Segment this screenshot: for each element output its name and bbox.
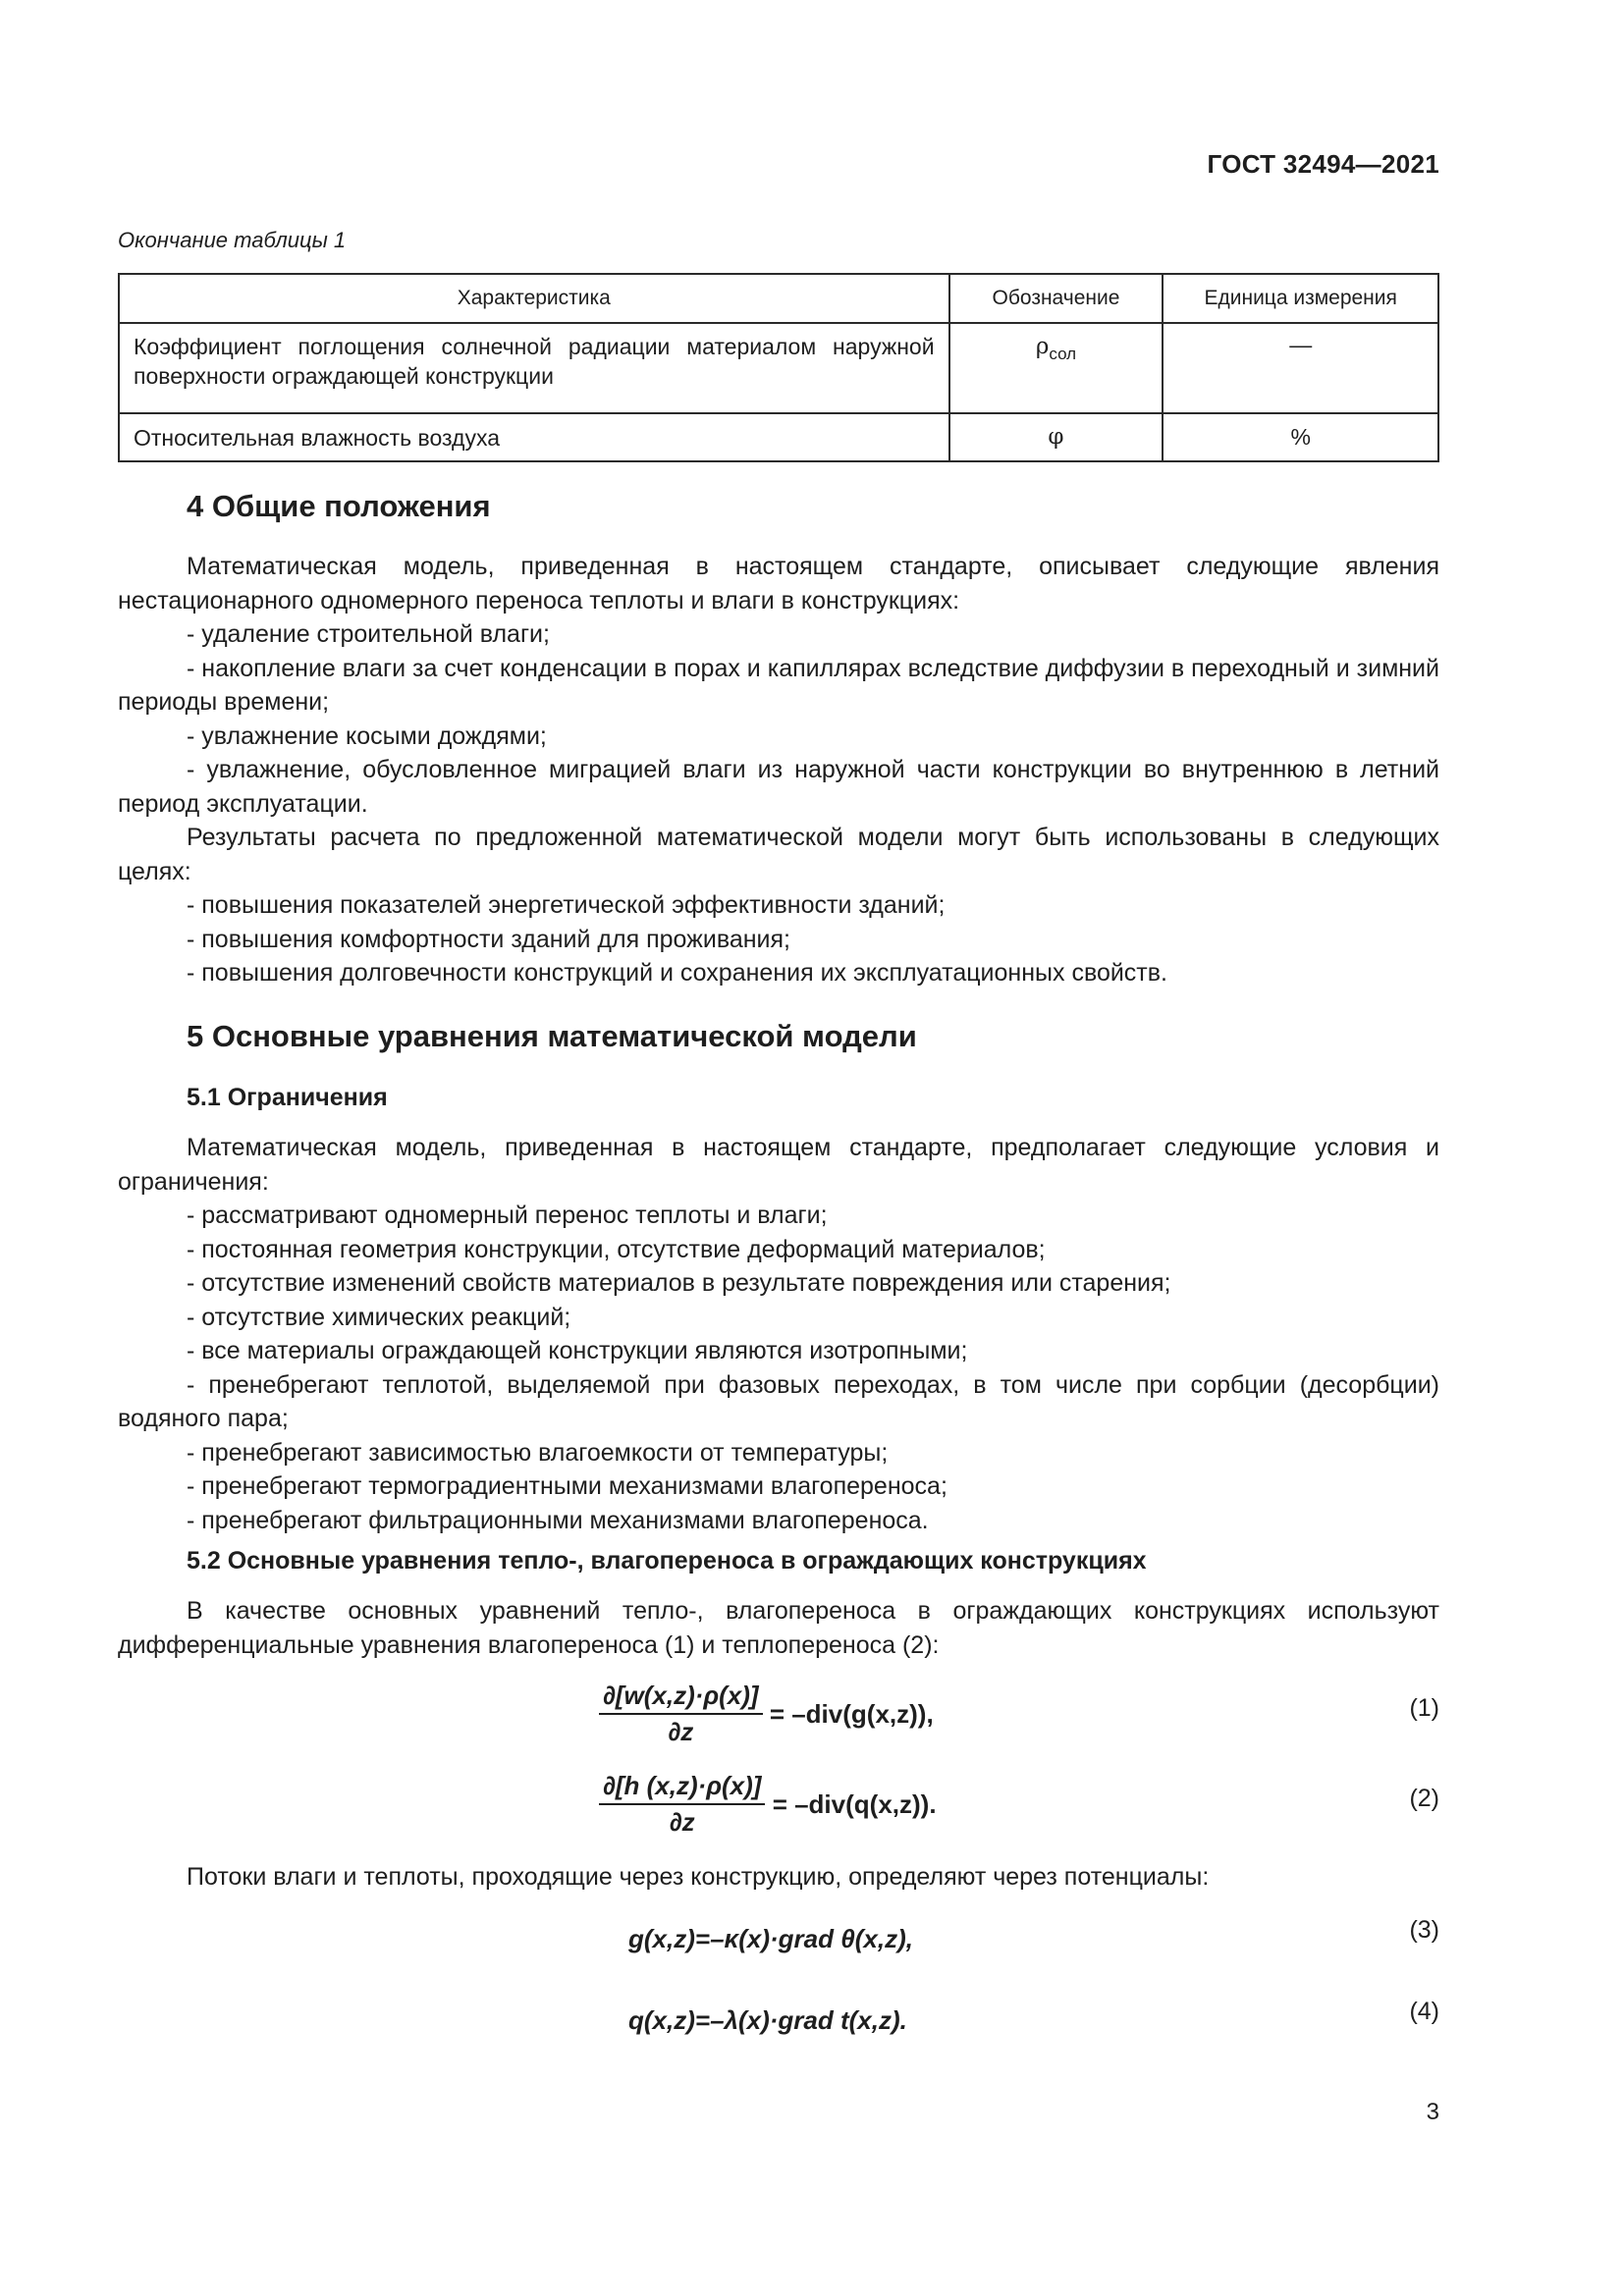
designation-subscript: сол	[1049, 345, 1077, 363]
list-item: - повышения показателей энергетической эффективности зданий;	[187, 891, 946, 919]
list-item: - отсутствие изменений свойств материалов в результате повреждения или старения;	[187, 1269, 1171, 1297]
equation-4-number: (4)	[1409, 1998, 1439, 2025]
designation-cell	[949, 413, 1164, 461]
list-item: - повышения долговечности конструкций и сохранения их эксплуатационных свойств.	[187, 959, 1167, 987]
designation-symbol: ρ	[1035, 334, 1050, 359]
fraction-numerator: ∂[h (x,z)·ρ(x)]	[599, 1771, 765, 1805]
section-4-title: 4 Общие положения	[187, 489, 491, 523]
fraction	[599, 1771, 765, 1838]
equation-2	[599, 1771, 937, 1838]
list-item: - удаление строительной влаги;	[187, 620, 550, 648]
list-item: - повышения комфортности зданий для проживания;	[187, 925, 790, 953]
list-item: - пренебрегают теплотой, выделяемой при фазовых переходах, в том числе при сорбции (десорбции) водяного пара;	[118, 1370, 1439, 1432]
equation-3-number: (3)	[1409, 1916, 1439, 1944]
list-item: - рассматривают одномерный перенос теплоты и влаги;	[187, 1201, 828, 1229]
subsection-5-2-title: 5.2 Основные уравнения тепло-, влагопереноса в ограждающих конструкциях	[187, 1547, 1147, 1575]
paragraph: В качестве основных уравнений тепло-, влагопереноса в ограждающих конструкциях используют дифференциальные уравнения влагопереноса (1) и теплопереноса (2):	[118, 1597, 1439, 1659]
list-item: - пренебрегают фильтрационными механизмами влагопереноса.	[187, 1506, 929, 1534]
equation-rhs: = –div(q(x,z)).	[772, 1789, 937, 1819]
column-header: Единица измерения	[1163, 274, 1438, 323]
designation-symbol: φ	[1048, 424, 1064, 450]
fraction-numerator: ∂[w(x,z)·ρ(x)]	[599, 1681, 763, 1715]
page-number: 3	[1426, 2099, 1439, 2125]
list-item: - отсутствие химических реакций;	[187, 1303, 571, 1331]
fraction-denominator: ∂z	[668, 1717, 694, 1746]
list-item: - все материалы ограждающей конструкции являются изотропными;	[187, 1337, 968, 1364]
paragraph: Результаты расчета по предложенной математической модели могут быть использованы в следующих целях:	[118, 824, 1439, 885]
unit-cell: %	[1163, 413, 1438, 461]
document-code: ГОСТ 32494—2021	[1207, 149, 1439, 179]
list-item: - постоянная геометрия конструкции, отсутствие деформаций материалов;	[187, 1235, 1046, 1263]
equation-rhs: = –div(g(x,z)),	[769, 1698, 934, 1729]
paragraph: Потоки влаги и теплоты, проходящие через конструкцию, определяют через потенциалы:	[187, 1863, 1210, 1891]
list-item: - увлажнение, обусловленное миграцией влаги из наружной части конструкции во внутреннюю в летний период эксплуатации.	[118, 756, 1439, 818]
paragraph: Математическая модель, приведенная в настоящем стандарте, предполагает следующие условия и ограничения:	[118, 1134, 1439, 1196]
equation-2-number: (2)	[1409, 1785, 1439, 1812]
list-item: - пренебрегают термоградиентными механизмами влагопереноса;	[187, 1472, 947, 1500]
equation-4: q(x,z)=–λ(x)·grad t(x,z).	[628, 2005, 907, 2035]
designation-cell	[949, 323, 1164, 413]
subsection-5-1-body	[118, 1131, 1439, 1537]
table-row	[119, 413, 1438, 461]
section-4-body	[118, 550, 1439, 990]
column-header: Обозначение	[949, 274, 1164, 323]
table-row	[119, 323, 1438, 413]
list-item: - увлажнение косыми дождями;	[187, 721, 547, 750]
equation-1-number: (1)	[1409, 1694, 1439, 1722]
fraction-denominator: ∂z	[669, 1807, 695, 1837]
equation-1	[599, 1681, 934, 1747]
fraction	[599, 1681, 763, 1747]
paragraph: Математическая модель, приведенная в настоящем стандарте, описывает следующие явления нестационарного одномерного переноса теплоты и влаги в конструкциях:	[118, 553, 1439, 614]
section-5-title: 5 Основные уравнения математической модели	[187, 1019, 917, 1053]
column-header: Характеристика	[119, 274, 949, 323]
equation-3: g(x,z)=–κ(x)·grad θ(x,z),	[628, 1924, 913, 1953]
table-caption: Окончание таблицы 1	[118, 228, 347, 252]
characteristic-name: Относительная влажность воздуха	[119, 413, 949, 461]
unit-cell: —	[1163, 323, 1438, 413]
list-item: - накопление влаги за счет конденсации в порах и капиллярах вследствие диффузии в переходный и зимний периоды времени;	[118, 654, 1439, 716]
table-header-row	[119, 274, 1438, 323]
characteristic-name: Коэффициент поглощения солнечной радиации материалом наружной поверхности ограждающей конструкции	[119, 323, 949, 413]
subsection-5-1-title: 5.1 Ограничения	[187, 1084, 388, 1111]
subsection-5-2-intro	[118, 1594, 1439, 1662]
characteristics-table	[118, 273, 1439, 462]
flows-intro-block	[118, 1860, 1439, 1895]
list-item: - пренебрегают зависимостью влагоемкости от температуры;	[187, 1438, 889, 1467]
